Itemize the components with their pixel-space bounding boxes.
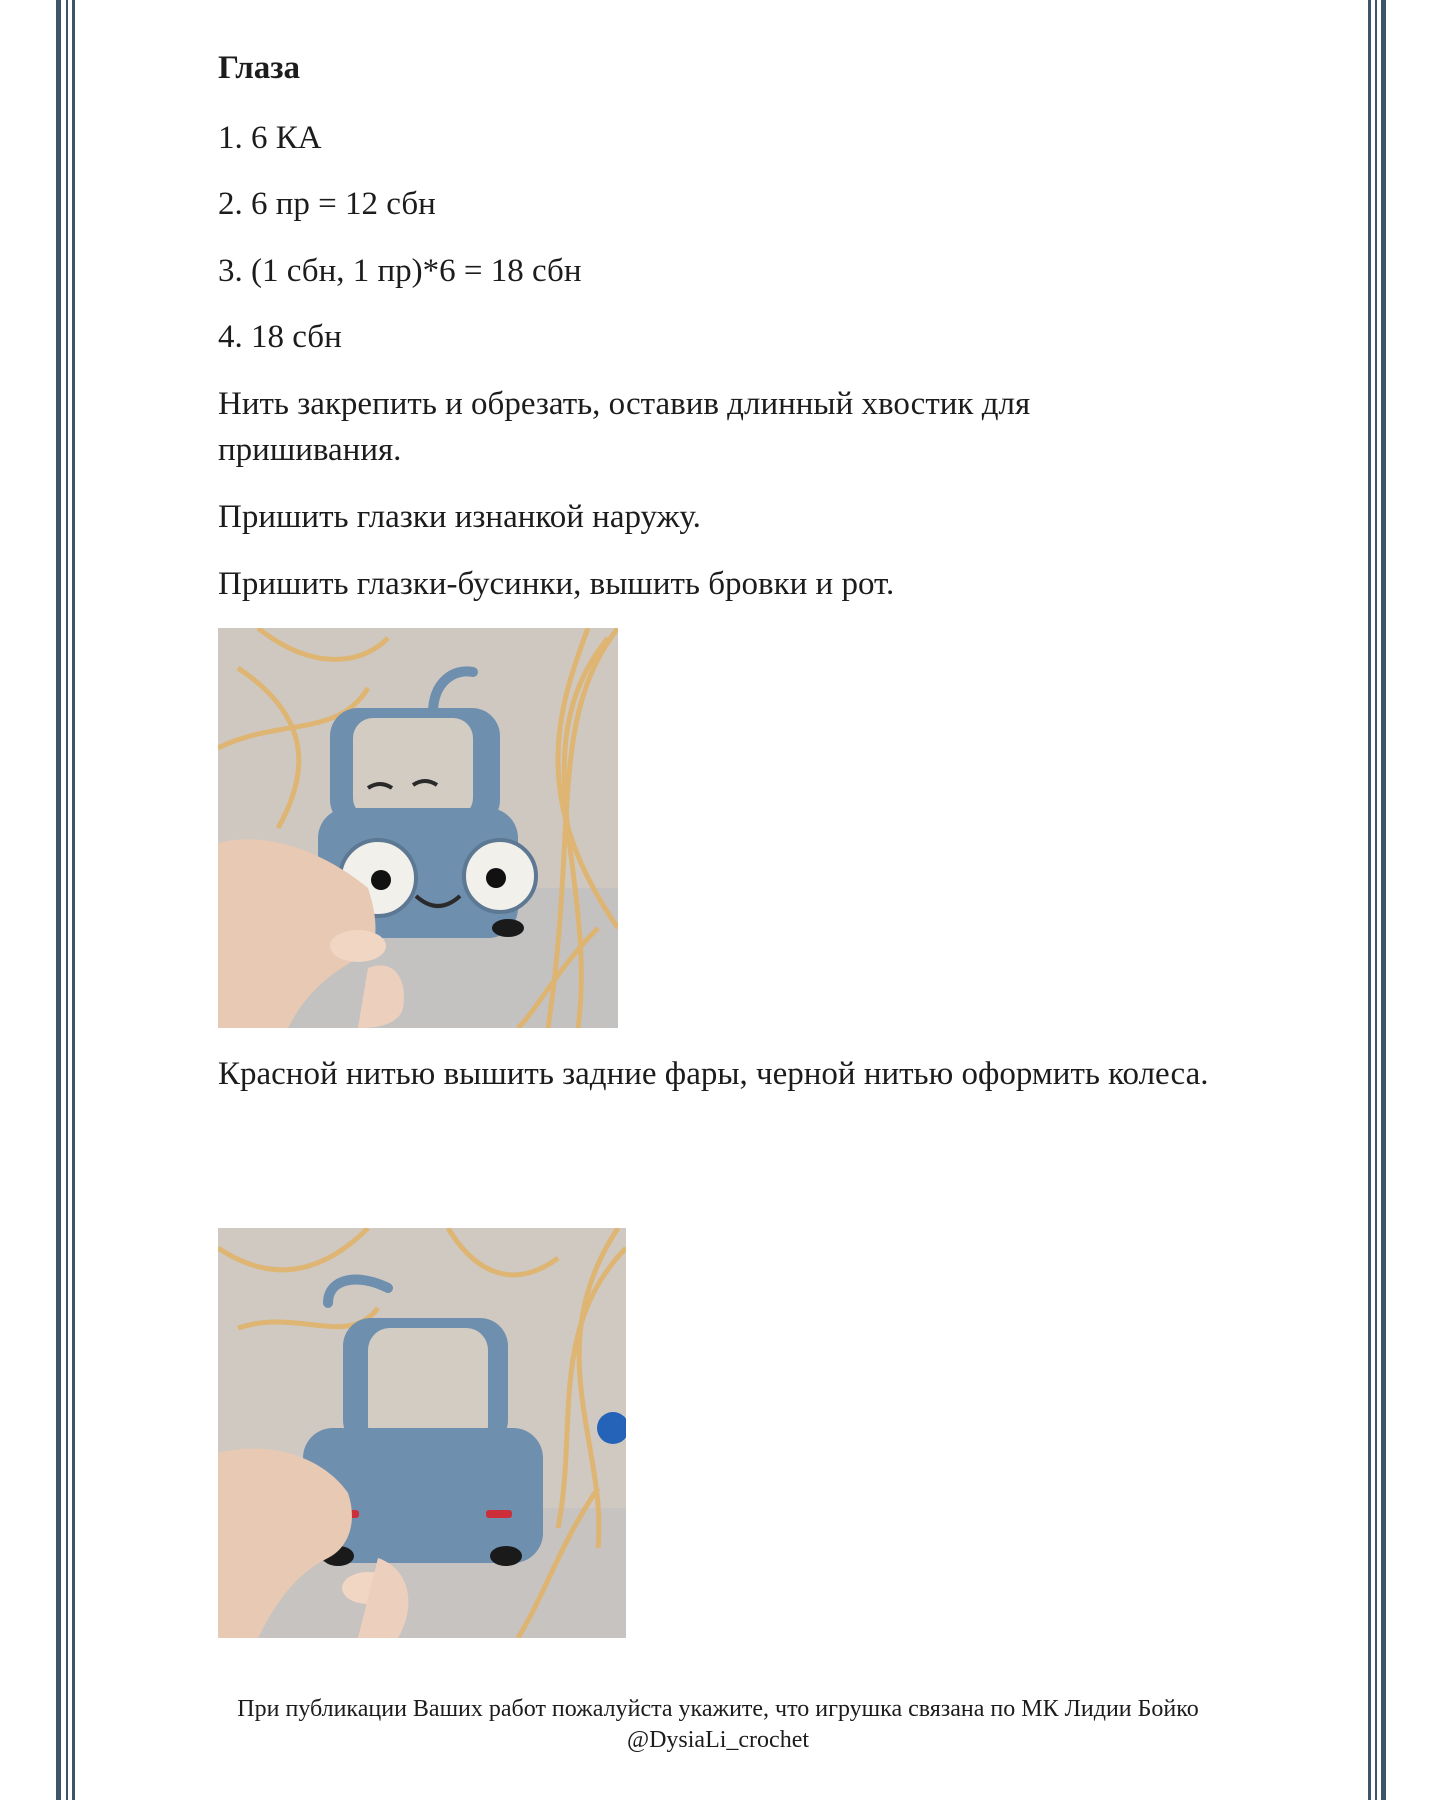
right-border-inner <box>1368 0 1371 1800</box>
car-back-photo <box>218 1228 626 1638</box>
instruction-sew-eyes: Пришить глазки изнанкой наружу. <box>218 499 701 535</box>
right-border-middle <box>1375 0 1377 1800</box>
step-3: 3. (1 сбн, 1 пр)*6 = 18 сбн <box>218 253 582 289</box>
step-1: 1. 6 КА <box>218 120 322 156</box>
footer-notice: При публикации Ваших работ пожалуйста укажите, что игрушка связана по МК Лидии Бойко @DysiaLi_crochet <box>237 1696 1199 1753</box>
left-border-inner <box>72 0 75 1800</box>
instruction-beads: Пришить глазки-бусинки, вышить бровки и рот. <box>218 566 895 602</box>
step-4: 4. 18 сбн <box>218 319 342 355</box>
section-heading: Глаза <box>218 50 301 86</box>
car-front-photo <box>218 628 618 1028</box>
left-border-outer <box>56 0 61 1800</box>
right-border-outer <box>1381 0 1386 1800</box>
instruction-lights-wheels: Красной нитью вышить задние фары, черной нитью оформить колеса. <box>218 1056 1209 1092</box>
left-border-middle <box>66 0 68 1800</box>
instruction-fasten: Нить закрепить и обрезать, оставив длинный хвостик для пришивания. <box>218 386 1031 468</box>
step-2: 2. 6 пр = 12 сбн <box>218 186 436 222</box>
